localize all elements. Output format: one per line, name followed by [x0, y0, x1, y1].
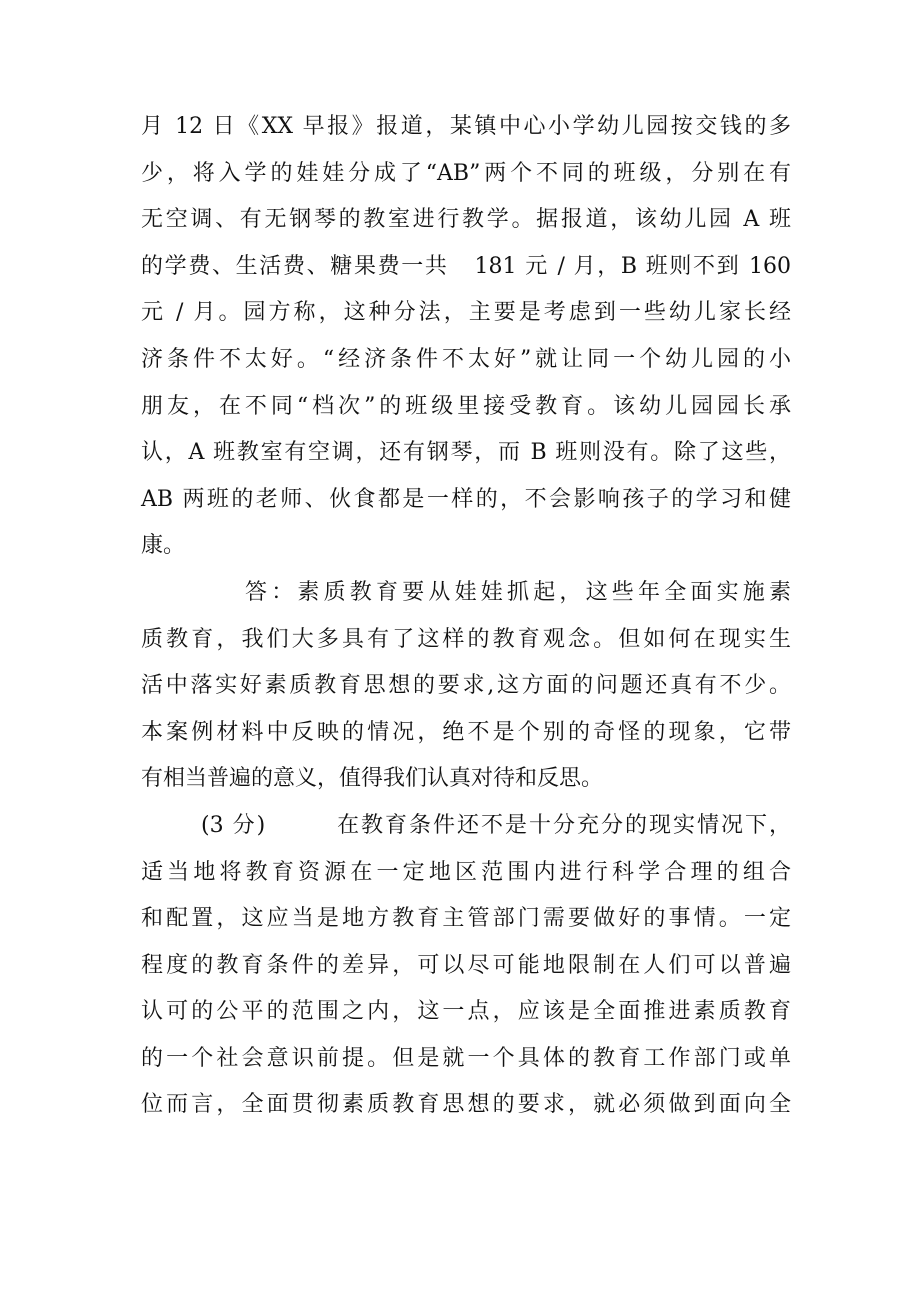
text-line: 适当地将教育资源在一定地区范围内进行科学合理的组合: [141, 859, 791, 885]
answer-line: 答：素质教育要从娃娃抓起，这些年全面实施素: [245, 579, 791, 605]
text-line: 无空调、有无钢琴的教室进行教学。据报道，该幼儿园 A 班: [141, 207, 791, 233]
text-line: 位而言，全面贯彻素质教育思想的要求，就必须做到面向全: [141, 1092, 791, 1118]
text-line: 康。: [141, 533, 186, 559]
text-line: 济条件不太好。“经济条件不太好”就让同一个幼儿园的小: [141, 346, 791, 372]
text-line: 和配置，这应当是地方教育主管部门需要做好的事情。一定: [141, 906, 791, 932]
text-line: 元 / 月。园方称，这种分法，主要是考虑到一些幼儿家长经: [141, 300, 791, 326]
text-line: 活中落实好素质教育思想的要求,这方面的问题还真有不少。: [141, 673, 791, 699]
text-line: 程度的教育条件的差异，可以尽可能地限制在人们可以普遍: [141, 952, 791, 978]
text-line: 月 12 日《XX 早报》报道，某镇中心小学幼儿园按交钱的多: [141, 114, 791, 139]
text-line: 质教育，我们大多具有了这样的教育观念。但如何在现实生: [141, 626, 791, 652]
text-line: 的一个社会意识前提。但是就一个具体的教育工作部门或单: [141, 1045, 791, 1071]
text-line: 朋友，在不同“档次”的班级里接受教育。该幼儿园园长承: [141, 393, 791, 419]
text-line: 的学费、生活费、糖果费一共 181 元 / 月，B 班则不到 160: [141, 253, 791, 279]
text-line: AB 两班的老师、伙食都是一样的，不会影响孩子的学习和健: [141, 486, 791, 512]
text-line: 认，A 班教室有空调，还有钢琴，而 B 班则没有。除了这些，: [141, 440, 791, 466]
text-line: 认可的公平的范围之内，这一点，应该是全面推进素质教育: [141, 999, 791, 1025]
text-line: 本案例材料中反映的情况，绝不是个别的奇怪的现象，它带: [141, 719, 791, 745]
body-text: [141, 104, 791, 1129]
text-line: 少，将入学的娃娃分成了“AB”两个不同的班级，分别在有: [141, 160, 791, 186]
score-line: (3 分) 在教育条件还不是十分充分的现实情况下，: [201, 812, 791, 838]
text-line: 有相当普遍的意义，值得我们认真对待和反思。: [141, 766, 604, 792]
